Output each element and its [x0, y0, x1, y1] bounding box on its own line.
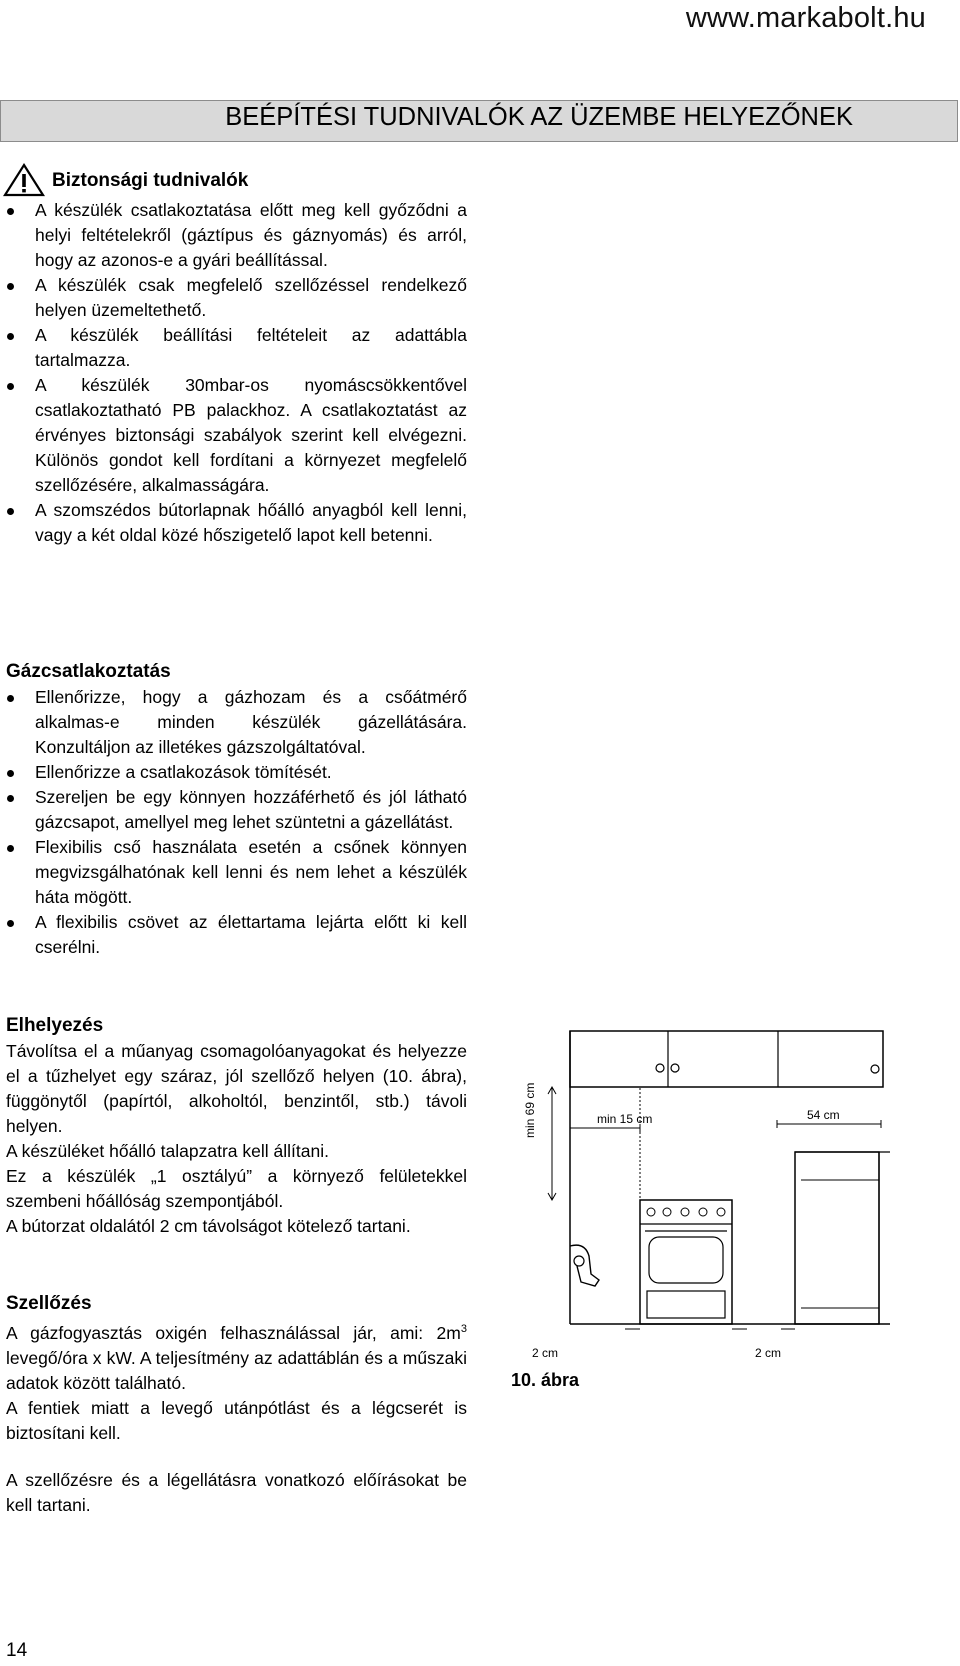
- list-item: A készülék csatlakoztatása előtt meg kell győződni a helyi feltételekről (gáztípus és gáznyomás) és arról, hogy az azonos-e a gyári beállítással.: [6, 198, 467, 273]
- ventilation-section: [6, 1290, 467, 1518]
- dimension-label: min 15 cm: [597, 1112, 653, 1126]
- dimension-label: 2 cm: [532, 1346, 559, 1360]
- cooker: [640, 1200, 732, 1324]
- dimension-label: 2 cm: [755, 1346, 782, 1360]
- gas-heading: Gázcsatlakoztatás: [6, 661, 171, 682]
- ventilation-paragraph: A fentiek miatt a levegő utánpótlást és a légcserét is biztosítani kell.: [6, 1397, 467, 1443]
- cabinet-knob: [656, 1064, 664, 1072]
- gas-tap: [570, 1245, 599, 1286]
- cooker-knob: [663, 1208, 671, 1216]
- cabinet-knob: [871, 1065, 879, 1073]
- site-url[interactable]: www.markabolt.hu: [685, 2, 926, 34]
- list-item: Flexibilis cső használata esetén a csőnek könnyen megvizsgálhatónak kell lenni és nem lehet a készülék háta mögött.: [6, 835, 467, 910]
- dimension-label: min 69 cm: [523, 1082, 537, 1138]
- ventilation-paragraph: A szellőzésre és a légellátásra vonatkozó előírásokat be kell tartani.: [6, 1469, 467, 1515]
- page-number: 14: [6, 1640, 28, 1661]
- placement-paragraph: A bútorzat oldalától 2 cm távolságot kötelező tartani.: [6, 1216, 411, 1236]
- gas-section: [6, 658, 467, 960]
- placement-heading: Elhelyezés: [6, 1015, 104, 1036]
- dimension-label: 54 cm: [807, 1108, 840, 1122]
- safety-section: [6, 162, 467, 548]
- list-item: Ellenőrizze a csatlakozások tömítését.: [6, 760, 467, 785]
- list-item: A flexibilis csövet az élettartama lejárta előtt ki kell cserélni.: [6, 910, 467, 960]
- side-cabinet: [795, 1152, 879, 1324]
- ventilation-paragraph: A gázfogyasztás oxigén felhasználással jár, ami: $2m^3$ levegő/óra x kW. A teljesítmény az adattáblán és a műszaki adatok között található.: [6, 1322, 467, 1393]
- placement-paragraph: A készüléket hőálló talapzatra kell állítani.: [6, 1141, 329, 1161]
- installation-diagram: [545, 1028, 940, 1388]
- drawer: [647, 1291, 725, 1318]
- list-item: A készülék beállítási feltételeit az adattábla tartalmazza.: [6, 323, 467, 373]
- safety-heading: Biztonsági tudnivalók: [52, 169, 249, 191]
- oven-window: [649, 1237, 723, 1283]
- cooker-knob: [717, 1208, 725, 1216]
- placement-paragraph: Ez a készülék „1 osztályú” a környező felületekkel szembeni hőállóság szempontjából.: [6, 1166, 467, 1211]
- ventilation-heading: Szellőzés: [6, 1293, 92, 1314]
- page-title: BEÉPÍTÉSI TUDNIVALÓK AZ ÜZEMBE HELYEZŐNEK: [225, 103, 853, 131]
- cooker-knob: [681, 1208, 689, 1216]
- placement-paragraph: Távolítsa el a műanyag csomagolóanyagokat és helyezze el a tűzhelyet egy száraz, jól szellőző helyen (10. ábra), függönytől (papírtól, alkoholtól, benzintől, stb.) távoli helyen.: [6, 1041, 467, 1136]
- wall-cabinet: [570, 1031, 883, 1087]
- cooker-knob: [647, 1208, 655, 1216]
- list-item: Szereljen be egy könnyen hozzáférhető és jól látható gázcsapot, amellyel meg lehet szüntetni a gázellátást.: [6, 785, 467, 835]
- placement-section: [6, 1012, 467, 1239]
- list-item: A készülék csak megfelelő szellőzéssel rendelkező helyen üzemeltethető.: [6, 273, 467, 323]
- warning-icon: [2, 162, 46, 198]
- cooker-knob: [699, 1208, 707, 1216]
- figure-caption: 10. ábra: [511, 1370, 580, 1390]
- list-item: A szomszédos bútorlapnak hőálló anyagból kell lenni, vagy a két oldal közé hőszigetelő lapot kell betenni.: [6, 498, 467, 548]
- list-item: Ellenőrizze, hogy a gázhozam és a csőátmérő alkalmas-e minden készülék gázellátására. Konzultáljon az illetékes gázszolgáltatóval.: [6, 685, 467, 760]
- cabinet-knob: [671, 1064, 679, 1072]
- list-item: A készülék 30mbar-os nyomáscsökkentővel csatlakoztatható PB palackhoz. A csatlakoztatást az érvényes biztonsági szabályok szerint kell elvégezni. Különös gondot kell fordítani a környezet megfelelő szellőzésére, alkalmasságára.: [6, 373, 467, 498]
